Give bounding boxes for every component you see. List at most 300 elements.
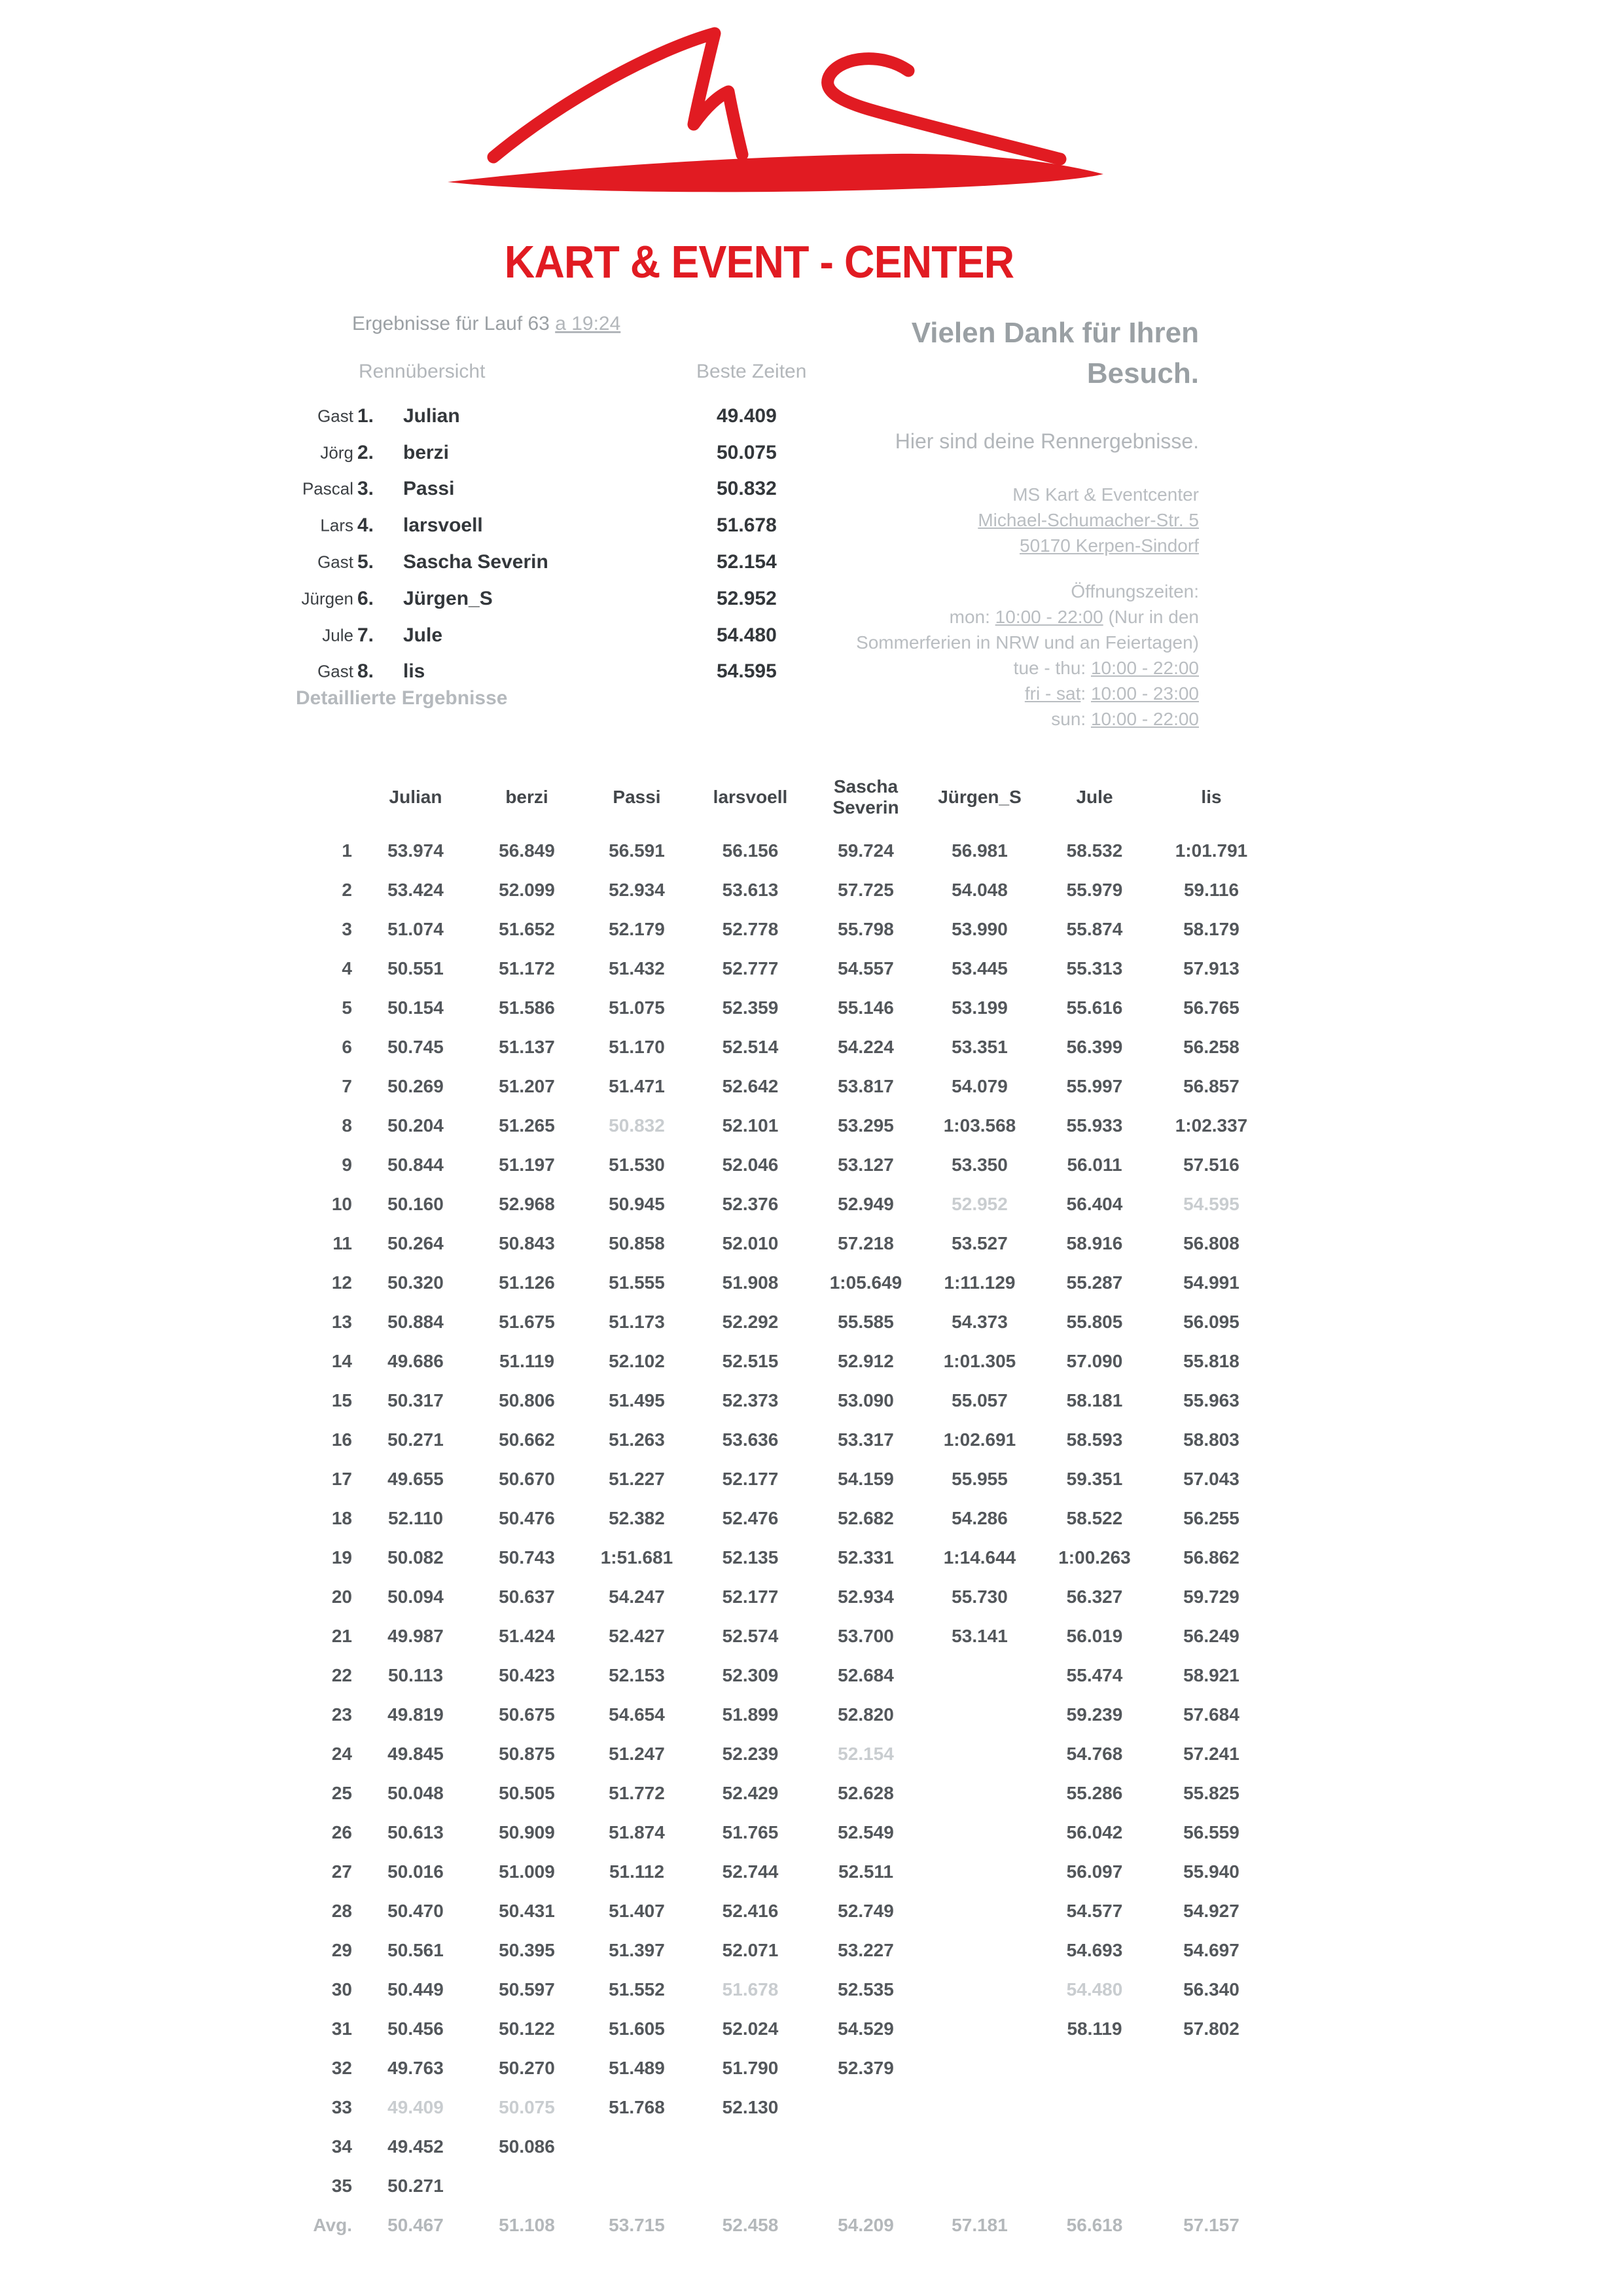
lap-time-cell: 54.557	[838, 958, 894, 978]
best-time-value: 52.154	[717, 551, 777, 573]
lap-time-cell: 55.798	[838, 919, 894, 939]
lap-time-cell: 53.317	[838, 1429, 894, 1450]
underlined-link-text[interactable]: 50170 Kerpen-Sindorf	[1020, 535, 1199, 556]
lap-times-table-wrap	[288, 763, 1270, 2245]
lap-number: 1	[342, 840, 352, 861]
lap-row	[288, 1028, 1270, 1067]
lap-time-cell: 53.424	[387, 880, 444, 900]
lap-time-cell: 49.987	[387, 1626, 444, 1646]
info-column	[772, 313, 1199, 732]
lap-time-cell: 59.729	[1183, 1587, 1240, 1607]
lap-time-cell: 50.743	[499, 1547, 555, 1568]
lap-time-cell	[923, 1774, 1036, 1813]
average-time-cell: 53.715	[609, 2215, 665, 2235]
detailed-results-label: Detaillierte Ergebnisse	[296, 687, 508, 709]
lap-time-cell: 59.724	[838, 840, 894, 861]
lap-time-cell: 51.075	[609, 997, 665, 1018]
lap-time-cell: 51.489	[609, 2058, 665, 2078]
lap-time-cell: 50.561	[387, 1940, 444, 1960]
lap-time-cell: 52.331	[838, 1547, 894, 1568]
lap-time-cell: 52.102	[609, 1351, 665, 1371]
lap-time-cell: 54.693	[1066, 1940, 1123, 1960]
driver-nickname: larsvoell	[403, 514, 483, 537]
lap-time-cell: 51.605	[609, 2018, 665, 2039]
lap-time-cell: 49.763	[387, 2058, 444, 2078]
lap-row	[288, 2049, 1270, 2088]
position-number: 7.	[357, 624, 374, 646]
lap-time-cell	[581, 2166, 692, 2206]
underlined-link-text[interactable]: fri - sat	[1024, 683, 1081, 704]
lap-time-cell: 50.875	[499, 1744, 555, 1764]
lap-time-cell: 52.934	[609, 880, 665, 900]
driver-first-name: Lars	[320, 515, 353, 535]
driver-nickname: Jule	[403, 624, 443, 646]
lap-time-cell: 52.416	[722, 1901, 779, 1921]
lap-time-cell: 55.474	[1066, 1665, 1123, 1685]
lap-number: 5	[342, 997, 352, 1018]
lap-time-cell: 56.249	[1183, 1626, 1240, 1646]
lap-time-cell: 59.116	[1183, 880, 1240, 900]
lap-row	[288, 1695, 1270, 1734]
lap-row	[288, 1656, 1270, 1695]
lap-time-cell: 53.974	[387, 840, 444, 861]
lap-time-cell	[923, 1852, 1036, 1892]
lap-number: 34	[331, 2136, 352, 2157]
lap-time-cell: 50.456	[387, 2018, 444, 2039]
lap-time-cell: 50.505	[499, 1783, 555, 1803]
driver-first-name: Jürgen	[301, 588, 353, 609]
results-subtitle: Hier sind deine Rennergebnisse.	[895, 429, 1199, 453]
lap-time-cell: 51.172	[499, 958, 555, 978]
opening-hours-title: Öffnungszeiten:	[1071, 581, 1199, 601]
lap-time-cell	[923, 1734, 1036, 1774]
lap-time-cell	[808, 2127, 923, 2166]
lap-time-cell: 53.351	[952, 1037, 1008, 1057]
lap-row	[288, 1145, 1270, 1185]
lap-time-cell: 50.271	[387, 2176, 444, 2196]
lap-time-cell: 51.555	[609, 1272, 665, 1293]
lap-time-cell: 51.074	[387, 919, 444, 939]
lap-time-cell: 1:05.649	[829, 1272, 902, 1293]
position-number: 1.	[357, 404, 374, 427]
lap-time-cell	[1153, 2088, 1270, 2127]
lap-time-cell	[923, 2009, 1036, 2049]
driver-column-header: Julian	[389, 787, 442, 807]
lap-time-cell: 51.432	[609, 958, 665, 978]
lap-time-cell: 56.255	[1183, 1508, 1240, 1528]
lap-time-cell: 56.808	[1183, 1233, 1240, 1253]
lap-row	[288, 1263, 1270, 1302]
lap-time-cell: 52.511	[838, 1861, 894, 1882]
lap-time-cell: 56.340	[1183, 1979, 1240, 2000]
lap-time-cell	[923, 1931, 1036, 1970]
lap-row	[288, 831, 1270, 870]
plain-text: MS Kart & Eventcenter	[1012, 484, 1199, 505]
driver-first-name: Jörg	[320, 442, 353, 463]
lap-number-header	[288, 763, 359, 831]
lap-time-cell: 49.845	[387, 1744, 444, 1764]
results-header-text: Ergebnisse für Lauf 63	[352, 313, 556, 334]
lap-row	[288, 1224, 1270, 1263]
lap-time-cell: 53.700	[838, 1626, 894, 1646]
lap-row	[288, 1852, 1270, 1892]
lap-row	[288, 1774, 1270, 1813]
lap-time-cell: 52.130	[722, 2097, 779, 2117]
lap-time-cell: 52.292	[722, 1312, 779, 1332]
lap-time-cell: 51.768	[609, 2097, 665, 2117]
lap-time-cell	[923, 2166, 1036, 2206]
lap-number: 28	[331, 1901, 352, 1921]
lap-row	[288, 988, 1270, 1028]
lap-time-cell: 55.874	[1066, 919, 1123, 939]
lap-time-cell: 58.119	[1067, 2018, 1122, 2039]
hours-line	[772, 604, 1199, 630]
lap-time-cell: 56.095	[1183, 1312, 1240, 1332]
best-lap-time-cell: 51.678	[722, 1979, 779, 2000]
lap-time-cell: 52.024	[722, 2018, 779, 2039]
lap-row	[288, 910, 1270, 949]
lap-time-cell: 54.079	[952, 1076, 1008, 1096]
lap-time-cell: 50.806	[499, 1390, 555, 1410]
lap-time-cell: 50.637	[499, 1587, 555, 1607]
lap-row	[288, 1577, 1270, 1617]
underlined-link-text[interactable]: Michael-Schumacher-Str. 5	[978, 510, 1199, 530]
lap-time-cell: 50.884	[387, 1312, 444, 1332]
lap-time-cell: 54.654	[609, 1704, 665, 1725]
lap-time-cell: 52.642	[722, 1076, 779, 1096]
lap-time-cell: 55.313	[1066, 958, 1123, 978]
lap-time-cell: 55.057	[952, 1390, 1008, 1410]
lap-time-cell: 52.476	[722, 1508, 779, 1528]
address-block	[772, 482, 1199, 558]
driver-first-name: Jule	[322, 625, 353, 645]
lap-number: 18	[331, 1508, 352, 1528]
lap-time-cell: 51.170	[609, 1037, 665, 1057]
lap-time-cell: 51.137	[499, 1037, 555, 1057]
best-lap-time-cell: 52.952	[952, 1194, 1008, 1214]
lap-time-cell: 55.616	[1066, 997, 1123, 1018]
lap-time-cell: 51.009	[499, 1861, 555, 1882]
lap-time-cell: 53.227	[838, 1940, 894, 1960]
lap-time-cell: 52.968	[499, 1194, 555, 1214]
lap-time-cell: 50.843	[499, 1233, 555, 1253]
driver-nickname: Sascha Severin	[403, 551, 548, 573]
best-time-value: 50.075	[717, 441, 777, 463]
lap-row	[288, 870, 1270, 910]
lap-row	[288, 1420, 1270, 1460]
driver-column-header: larsvoell	[713, 787, 788, 807]
lap-number: 14	[331, 1351, 352, 1371]
lap-time-cell: 52.382	[609, 1508, 665, 1528]
lap-time-cell: 51.119	[499, 1351, 555, 1371]
lap-time-cell: 51.265	[499, 1115, 555, 1136]
lap-time-cell: 1:51.681	[600, 1547, 673, 1568]
thanks-message	[772, 313, 1199, 394]
lap-time-cell: 54.224	[838, 1037, 894, 1057]
lap-time-cell: 56.011	[1067, 1155, 1122, 1175]
lap-table-header	[288, 763, 1270, 831]
lap-time-cell: 56.981	[952, 840, 1008, 861]
lap-time-cell: 56.404	[1066, 1194, 1123, 1214]
lap-time-cell: 52.099	[499, 880, 555, 900]
lap-time-cell: 50.858	[609, 1233, 665, 1253]
lap-number: 29	[331, 1940, 352, 1960]
lap-row	[288, 1892, 1270, 1931]
average-time-cell: 51.108	[499, 2215, 555, 2235]
driver-column-header: Jule	[1076, 787, 1113, 807]
lap-number: 26	[331, 1822, 352, 1842]
lap-time-cell: 51.675	[499, 1312, 555, 1332]
lap-time-cell: 52.934	[838, 1587, 894, 1607]
lap-row	[288, 1499, 1270, 1538]
lap-time-cell: 52.749	[838, 1901, 894, 1921]
page-title: KART & EVENT - CENTER	[504, 236, 1014, 287]
lap-time-cell: 52.628	[838, 1783, 894, 1803]
lap-number: 25	[331, 1783, 352, 1803]
lap-time-cell: 50.048	[387, 1783, 444, 1803]
best-times-title: Beste Zeiten	[696, 361, 807, 382]
lap-time-cell: 52.535	[838, 1979, 894, 2000]
position-number: 2.	[357, 441, 374, 463]
lap-time-cell: 53.090	[838, 1390, 894, 1410]
lap-time-cell: 56.327	[1066, 1587, 1123, 1607]
best-time-value: 50.832	[717, 478, 777, 500]
lap-time-cell: 52.359	[722, 997, 779, 1018]
lap-time-cell: 56.591	[609, 840, 665, 861]
lap-time-cell: 55.955	[952, 1469, 1008, 1489]
lap-row	[288, 1734, 1270, 1774]
lap-time-cell: 54.529	[838, 2018, 894, 2039]
lap-time-cell: 54.768	[1066, 1744, 1123, 1764]
lap-time-cell: 1:02.337	[1175, 1115, 1248, 1136]
lap-time-cell: 52.177	[722, 1587, 779, 1607]
lap-row	[288, 949, 1270, 988]
lap-time-cell	[808, 2088, 923, 2127]
lap-time-cell: 52.309	[722, 1665, 779, 1685]
lap-time-cell: 50.476	[499, 1508, 555, 1528]
lap-number: 27	[331, 1861, 352, 1882]
lap-number: 17	[331, 1469, 352, 1489]
lap-time-cell: 50.269	[387, 1076, 444, 1096]
lap-time-cell: 52.379	[838, 2058, 894, 2078]
lap-time-cell: 51.471	[609, 1076, 665, 1096]
lap-time-cell: 56.849	[499, 840, 555, 861]
lap-time-cell: 52.179	[609, 919, 665, 939]
lap-time-cell: 52.949	[838, 1194, 894, 1214]
lap-time-cell: 52.912	[838, 1351, 894, 1371]
lap-number: 4	[342, 958, 352, 978]
lap-time-cell: 54.286	[952, 1508, 1008, 1528]
underlined-link-text[interactable]: 10:00 - 22:00	[1090, 658, 1199, 678]
lap-time-cell: 50.270	[499, 2058, 555, 2078]
best-lap-time-cell: 54.595	[1183, 1194, 1240, 1214]
thanks-line1: Vielen Dank für Ihren	[911, 317, 1199, 349]
lap-time-cell: 51.407	[609, 1901, 665, 1921]
lap-times-table	[288, 763, 1270, 2245]
best-lap-time-cell: 49.409	[387, 2097, 444, 2117]
lap-time-cell: 51.397	[609, 1940, 665, 1960]
lap-time-cell: 50.082	[387, 1547, 444, 1568]
lap-time-cell	[923, 1695, 1036, 1734]
lap-time-cell: 56.765	[1183, 997, 1240, 1018]
lap-time-cell: 50.551	[387, 958, 444, 978]
lap-time-cell: 50.745	[387, 1037, 444, 1057]
lap-time-cell: 55.146	[838, 997, 894, 1018]
lap-time-cell: 50.320	[387, 1272, 444, 1293]
lap-row	[288, 1617, 1270, 1656]
lap-time-cell: 55.933	[1066, 1115, 1123, 1136]
lap-time-cell: 51.424	[499, 1626, 555, 1646]
lap-time-cell	[692, 2166, 808, 2206]
lap-time-cell: 52.177	[722, 1469, 779, 1489]
lap-row	[288, 1931, 1270, 1970]
lap-time-cell: 50.094	[387, 1587, 444, 1607]
lap-time-cell: 51.552	[609, 1979, 665, 2000]
lap-number: 6	[342, 1037, 352, 1057]
driver-first-name: Pascal	[302, 478, 353, 499]
lap-time-cell	[1153, 2166, 1270, 2206]
lap-number: 2	[342, 880, 352, 900]
lap-time-cell: 50.431	[499, 1901, 555, 1921]
lap-time-cell: 51.652	[499, 919, 555, 939]
lap-time-cell: 55.818	[1183, 1351, 1240, 1371]
average-time-cell: 56.618	[1066, 2215, 1123, 2235]
underlined-link-text[interactable]: 10:00 - 22:00	[1090, 709, 1199, 729]
lap-time-cell: 50.909	[499, 1822, 555, 1842]
lap-row	[288, 2009, 1270, 2049]
lap-time-cell: 52.427	[609, 1626, 665, 1646]
results-header	[352, 313, 620, 335]
lap-time-cell: 56.258	[1183, 1037, 1240, 1057]
lap-time-cell: 59.351	[1066, 1469, 1123, 1489]
best-lap-time-cell: 54.480	[1066, 1979, 1123, 2000]
lap-time-cell	[923, 1813, 1036, 1852]
lap-time-cell: 53.613	[722, 880, 779, 900]
driver-nickname: Jürgen_S	[403, 587, 493, 609]
lap-time-cell: 51.530	[609, 1155, 665, 1175]
lap-time-cell: 50.945	[609, 1194, 665, 1214]
lap-number: 15	[331, 1390, 352, 1410]
lap-number: 35	[331, 2176, 352, 2196]
lap-time-cell: 51.126	[499, 1272, 555, 1293]
lap-row	[288, 1342, 1270, 1381]
underlined-link-text[interactable]: 10:00 - 22:00	[995, 607, 1103, 627]
driver-nickname: lis	[403, 660, 425, 683]
lap-row	[288, 1970, 1270, 2009]
driver-nickname: berzi	[403, 441, 450, 463]
lap-time-cell: 54.991	[1183, 1272, 1240, 1293]
lap-time-cell: 51.765	[722, 1822, 779, 1842]
driver-column-header: Passi	[613, 787, 661, 807]
lap-time-cell: 49.452	[387, 2136, 444, 2157]
lap-time-cell: 52.682	[838, 1508, 894, 1528]
lap-time-cell: 1:11.129	[944, 1272, 1016, 1293]
lap-time-cell: 52.153	[609, 1665, 665, 1685]
lap-number: 23	[331, 1704, 352, 1725]
lap-time-cell: 50.662	[499, 1429, 555, 1450]
lap-time-cell: 52.514	[722, 1037, 779, 1057]
lap-time-cell: 58.916	[1066, 1233, 1123, 1253]
best-lap-time-cell: 50.832	[609, 1115, 665, 1136]
lap-time-cell: 50.449	[387, 1979, 444, 2000]
lap-time-cell	[1036, 2088, 1153, 2127]
plain-text: Sommerferien in NRW und an Feiertagen)	[856, 632, 1199, 653]
lap-row	[288, 1185, 1270, 1224]
lap-time-cell: 54.159	[838, 1469, 894, 1489]
lap-time-cell: 50.264	[387, 1233, 444, 1253]
underlined-link-text[interactable]: 10:00 - 23:00	[1090, 683, 1199, 704]
lap-time-cell: 56.097	[1066, 1861, 1123, 1882]
lap-time-cell	[923, 1970, 1036, 2009]
lap-time-cell: 53.527	[952, 1233, 1008, 1253]
lap-time-cell: 57.684	[1183, 1704, 1240, 1725]
lap-time-cell: 50.470	[387, 1901, 444, 1921]
lap-time-cell: 51.874	[609, 1822, 665, 1842]
driver-column-header: Sascha Severin	[832, 776, 899, 817]
lap-number: 16	[331, 1429, 352, 1450]
lap-time-cell: 58.179	[1183, 919, 1240, 939]
lap-time-cell: 55.730	[952, 1587, 1008, 1607]
lap-time-cell	[1153, 2049, 1270, 2088]
driver-column-header: lis	[1201, 787, 1222, 807]
lap-time-cell: 52.820	[838, 1704, 894, 1725]
lap-row	[288, 2127, 1270, 2166]
driver-column-header: Jürgen_S	[938, 787, 1022, 807]
lap-row	[288, 1067, 1270, 1106]
lap-time-cell: 52.515	[722, 1351, 779, 1371]
lap-time-cell: 58.532	[1066, 840, 1123, 861]
address-line	[772, 533, 1199, 558]
lap-time-cell: 1:14.644	[943, 1547, 1016, 1568]
lap-time-cell: 54.247	[609, 1587, 665, 1607]
lap-time-cell: 52.010	[722, 1233, 779, 1253]
run-time-link[interactable]: a 19:24	[555, 313, 621, 334]
lap-time-cell: 52.376	[722, 1194, 779, 1214]
best-time-value: 54.480	[717, 624, 777, 646]
lap-time-cell: 54.697	[1183, 1940, 1240, 1960]
lap-time-cell: 53.636	[722, 1429, 779, 1450]
lap-time-cell: 56.857	[1183, 1076, 1240, 1096]
lap-time-cell	[1153, 2127, 1270, 2166]
lap-number: 12	[331, 1272, 352, 1293]
best-lap-time-cell: 52.154	[838, 1744, 894, 1764]
lap-row	[288, 1381, 1270, 1420]
lap-row	[288, 1106, 1270, 1145]
average-time-cell: 57.181	[952, 2215, 1008, 2235]
lap-time-cell: 56.156	[722, 840, 779, 861]
lap-time-cell: 51.112	[609, 1861, 665, 1882]
lap-time-cell: 50.844	[387, 1155, 444, 1175]
lap-time-cell: 53.295	[838, 1115, 894, 1136]
lap-time-cell: 57.090	[1066, 1351, 1123, 1371]
lap-time-cell: 53.445	[952, 958, 1008, 978]
lap-time-cell: 55.940	[1183, 1861, 1240, 1882]
lap-time-cell: 50.113	[387, 1665, 444, 1685]
lap-time-cell	[923, 2049, 1036, 2088]
lap-time-cell	[923, 1656, 1036, 1695]
best-time-value: 52.952	[717, 587, 777, 609]
driver-first-name: Gast	[317, 406, 353, 426]
lap-time-cell	[923, 2088, 1036, 2127]
lap-time-cell: 53.127	[838, 1155, 894, 1175]
lap-time-cell: 55.585	[838, 1312, 894, 1332]
lap-time-cell: 54.373	[952, 1312, 1008, 1332]
lap-time-cell: 52.239	[722, 1744, 779, 1764]
plain-text: :	[1080, 683, 1091, 704]
best-time-value: 54.595	[717, 660, 777, 683]
lap-time-cell	[923, 1892, 1036, 1931]
average-time-cell: 52.458	[722, 2215, 779, 2235]
